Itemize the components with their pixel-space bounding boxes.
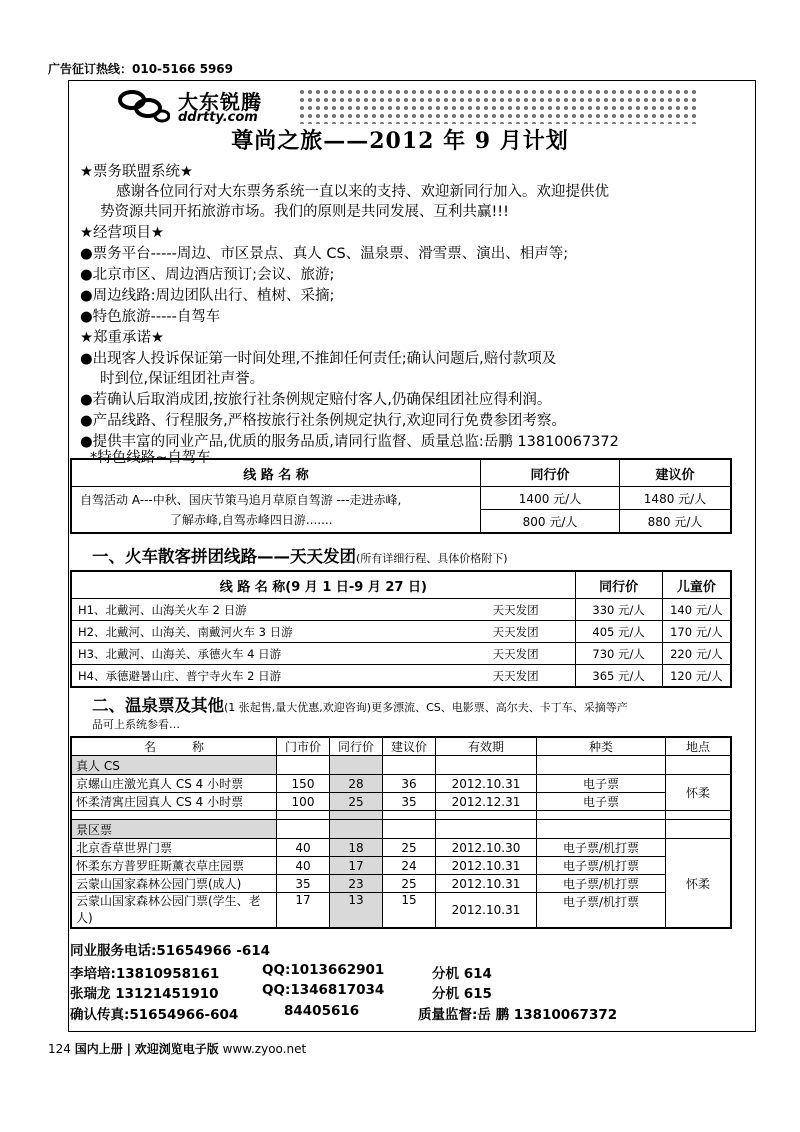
footer-url[interactable]: www.zyoo.net [222,1042,307,1056]
business-item: ●票务平台-----周边、市区景点、真人 CS、温泉票、滑雪票、演出、相声等; [80,246,569,262]
child-price: 170 元/人 [662,621,731,643]
route-name: H4、承德避暑山庄、普宁寺火车 2 日游 [71,665,434,688]
suggest-price: 1480 元/人 [620,487,732,510]
table-row [71,643,731,665]
departure: 天天发团 [434,599,575,621]
peer-price: 13 [330,893,383,929]
suggest-price: 36 [383,775,436,793]
retail-price: 17 [277,893,330,929]
ticket-type: 电子票/机打票 [537,875,666,893]
valid-date: 2012.10.31 [436,775,537,793]
table-row [71,793,731,811]
fax-2: 84405616 [284,1003,360,1019]
table-row [71,857,731,875]
retail-price: 40 [277,839,330,857]
col-route: 线 路 名 称 [71,459,481,487]
contact-qq-2: QQ:1346817034 [262,982,385,998]
promise-item-cont: 时到位,保证组团社声誉。 [100,371,265,387]
table-row [71,775,731,793]
intro-text-1: 感谢各位同行对大东票务系统一直以来的支持、欢迎新同行加入。欢迎提供优 [116,184,609,200]
col-peer-price: 同行价 [575,571,662,599]
peer-price: 1400 元/人 [481,487,620,510]
suggest-price: 880 元/人 [620,510,732,534]
ticket-type: 电子票/机打票 [537,893,666,929]
departure: 天天发团 [434,665,575,688]
child-price: 140 元/人 [662,599,731,621]
quality-supervisor: 质量监督:岳 鹏 13810067372 [418,1007,618,1023]
train-route-table [70,570,732,688]
peer-price: 25 [330,793,383,811]
col-peer: 同行价 [330,737,383,756]
route-name: H1、北戴河、山海关火车 2 日游 [71,599,434,621]
service-phone: 同业服务电话:51654966 -614 [70,943,271,959]
ticket-type: 电子票/机打票 [537,839,666,857]
ticket-type: 电子票/机打票 [537,857,666,875]
section-train [92,543,508,567]
peer-price: 800 元/人 [481,510,620,534]
col-retail: 门市价 [277,737,330,756]
category-row [71,756,731,775]
child-price: 120 元/人 [662,665,731,688]
col-place: 地点 [666,737,732,756]
logo-cn: 大东锐腾 [178,90,262,114]
category-scenic: 景区票 [71,820,277,839]
category-row [71,820,731,839]
ticket-name: 云蒙山国家森林公园门票(学生、老人) [71,893,277,929]
peer-price: 365 元/人 [575,665,662,688]
logo-mark-icon [118,88,170,124]
col-suggest-price: 建议价 [620,459,732,487]
category-cs: 真人 CS [71,756,277,775]
valid-date: 2012.10.31 [436,857,537,875]
child-price: 220 元/人 [662,643,731,665]
footer-separator: | [126,1042,131,1056]
departure: 天天发团 [434,621,575,643]
ticket-type: 电子票 [537,775,666,793]
contact-qq-1: QQ:1013662901 [262,962,385,978]
section-hotspring-title: 二、温泉票及其他 [92,696,224,715]
valid-date: 2012.10.30 [436,839,537,857]
ticket-table [70,736,732,929]
ticket-name: 怀柔东方普罗旺斯薰衣草庄园票 [71,857,277,875]
fax: 确认传真:51654966-604 [70,1007,239,1023]
table-row [71,599,731,621]
intro-text-2: 势资源共同开拓旅游市场。我们的原则是共同发展、互利共赢!!! [100,204,509,220]
table-row [71,839,731,857]
heading-ticket-system: ★票务联盟系统★ [80,164,193,180]
contact-name-2: 张瑞龙 13121451910 [70,986,219,1002]
route-name: H2、北戴河、山海关、南戴河火车 3 日游 [71,621,434,643]
col-child-price: 儿童价 [662,571,731,599]
col-valid: 有效期 [436,737,537,756]
ad-hotline: 广告征订热线：010-5166 5969 [48,62,234,76]
section-hotspring-note-cont: 品可上系统参看… [92,718,180,731]
col-peer-price: 同行价 [481,459,620,487]
business-item: ●北京市区、周边酒店预订;会议、旅游; [80,267,335,283]
retail-price: 150 [277,775,330,793]
route-text-a: 自驾活动 A---中秋、国庆节策马追月草原自驾游 ---走进赤峰, [80,492,402,507]
section-hotspring [92,692,628,716]
valid-date: 2012.12.31 [436,793,537,811]
suggest-price: 25 [383,839,436,857]
table-row [71,665,731,688]
table-row [71,487,731,510]
ticket-name: 云蒙山国家森林公园门票(成人) [71,875,277,893]
section-train-note: (所有详细行程、具体价格附下) [356,552,508,565]
peer-price: 23 [330,875,383,893]
peer-price: 330 元/人 [575,599,662,621]
business-item: ●周边线路:周边团队出行、植树、采摘; [80,288,335,304]
ticket-name: 北京香草世界门票 [71,839,277,857]
route-cell [71,487,481,534]
section-hotspring-note: (1 张起售,量大优惠,欢迎咨询)更多漂流、CS、电影票、高尔夫、卡丁车、采摘等产 [224,701,628,714]
peer-price: 17 [330,857,383,875]
ticket-name: 怀柔清寓庄园真人 CS 4 小时票 [71,793,277,811]
place: 怀柔 [666,839,732,929]
business-item: ●特色旅游-----自驾车 [80,309,221,325]
suggest-price: 25 [383,875,436,893]
retail-price: 100 [277,793,330,811]
retail-price: 40 [277,857,330,875]
book-name: 国内上册 [74,1042,123,1056]
footer-slogan: 欢迎浏览电子版 [134,1042,219,1056]
col-suggest: 建议价 [383,737,436,756]
page-footer [48,1040,306,1057]
peer-price: 18 [330,839,383,857]
special-route-label: *特色线路~自驾车 [90,450,211,466]
suggest-price: 24 [383,857,436,875]
suggest-price: 35 [383,793,436,811]
valid-date: 2012.10.31 [436,875,537,893]
route-text-b: 了解赤峰,自驾赤峰四日游....... [170,512,333,527]
peer-price: 405 元/人 [575,621,662,643]
section-train-title: 一、火车散客拼团线路——天天发团 [92,547,356,566]
contact-ext-2: 分机 615 [432,986,492,1002]
page-title: 尊尚之旅——2012 年 9 月计划 [231,128,569,154]
table-row [71,875,731,893]
self-drive-table [70,458,732,534]
ticket-type: 电子票 [537,793,666,811]
heading-promise: ★郑重承诺★ [80,330,164,346]
promise-item: ●出现客人投诉保证第一时间处理,不推卸任何责任;确认问题后,赔付款项及 [80,351,557,367]
contact-ext-1: 分机 614 [432,966,492,982]
place: 怀柔 [666,775,732,811]
promise-item: ●若确认后取消成团,按旅行社条例规定赔付客人,仍确保组团社应得利润。 [80,392,552,408]
promise-item: ●提供丰富的同业产品,优质的服务品质,请同行监督、质量总监:岳鹏 13810067372 [80,434,619,450]
valid-date: 2012.10.31 [436,893,537,929]
promise-item: ●产品线路、行程服务,严格按旅行社条例规定执行,欢迎同行免费参团考察。 [80,413,566,429]
ticket-name: 京螺山庄激光真人 CS 4 小时票 [71,775,277,793]
contact-name-1: 李培培:13810958161 [70,966,220,982]
retail-price: 35 [277,875,330,893]
col-type: 种类 [537,737,666,756]
page-number: 124 [48,1042,71,1056]
peer-price: 730 元/人 [575,643,662,665]
col-route: 线 路 名 称(9 月 1 日-9 月 27 日) [71,571,575,599]
route-name: H3、北戴河、山海关、承德火车 4 日游 [71,643,434,665]
decorative-dots [298,88,698,124]
heading-business: ★经营项目★ [80,225,164,241]
peer-price: 28 [330,775,383,793]
departure: 天天发团 [434,643,575,665]
logo-en: ddrtty.com [178,110,258,125]
table-row [71,621,731,643]
col-name: 名 称 [71,737,277,756]
table-row [71,893,731,929]
suggest-price: 15 [383,893,436,929]
